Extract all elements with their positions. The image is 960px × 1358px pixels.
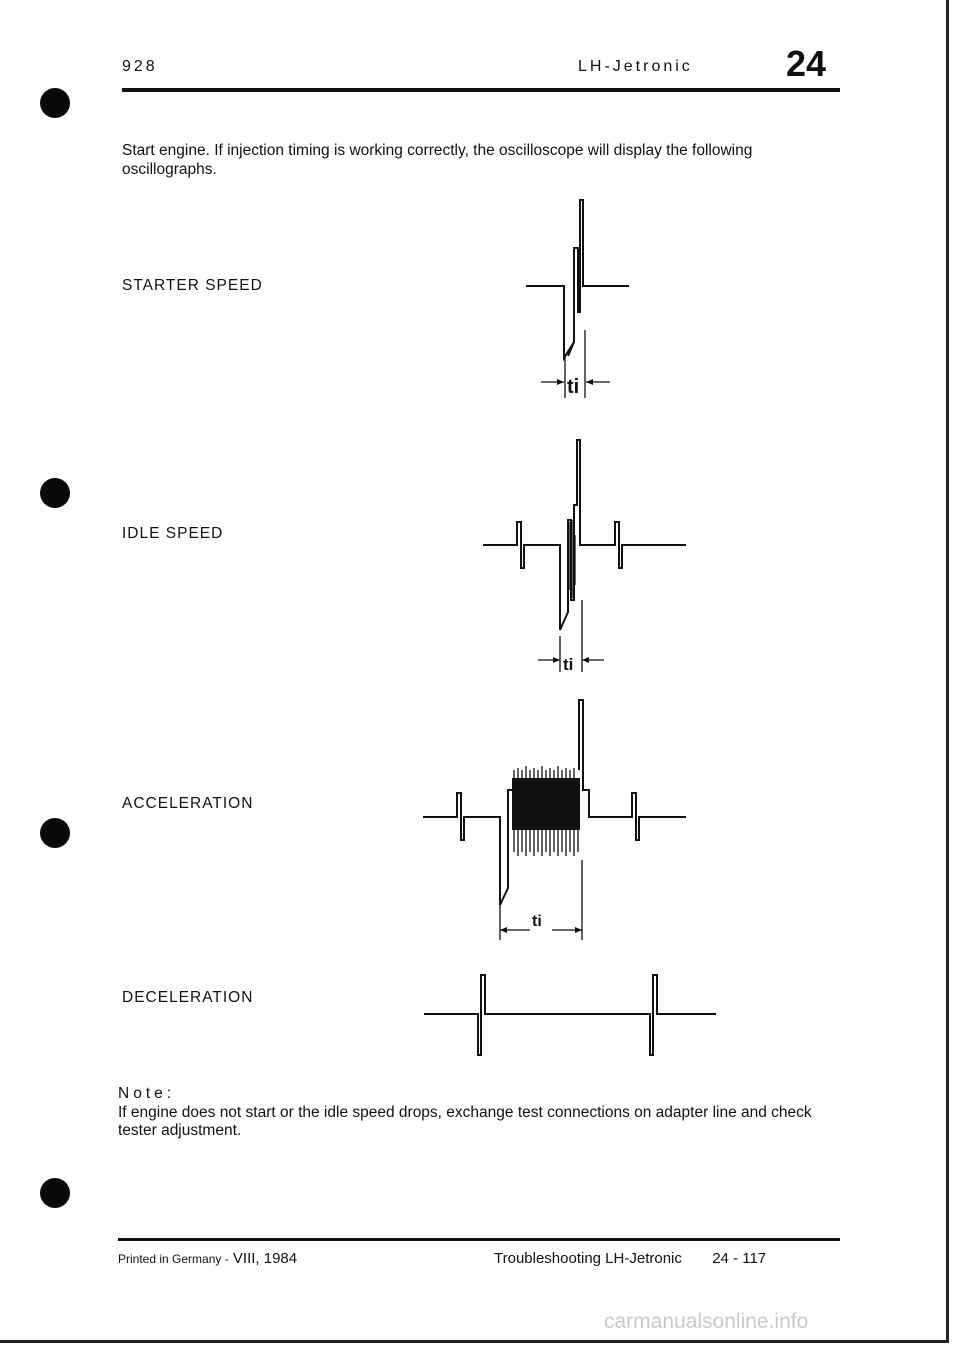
trace-deceleration (424, 975, 716, 1055)
note-heading: Note: (118, 1085, 176, 1102)
label-acceleration: ACCELERATION (122, 795, 254, 812)
footer-section (494, 1250, 766, 1267)
ti-marker-idle: ti (563, 655, 574, 674)
label-starter-speed: STARTER SPEED (122, 277, 263, 294)
footer-printed-date: VIII, 1984 (232, 1250, 298, 1267)
label-idle-speed: IDLE SPEED (122, 525, 224, 542)
trace-starter-speed (526, 200, 629, 398)
footer-page-number: 24 - 117 (712, 1250, 767, 1267)
trace-acceleration (423, 700, 686, 940)
section-number: 24 (786, 43, 827, 84)
scan-frame-right (946, 0, 949, 1342)
trace-idle-speed (483, 440, 686, 674)
ti-marker-acceleration: ti (532, 913, 542, 930)
scan-frame-bottom (0, 1340, 949, 1343)
page-model: 928 (122, 58, 158, 75)
section-title: LH-Jetronic (578, 58, 693, 75)
acceleration-burst (512, 778, 580, 830)
footer-printed (118, 1250, 297, 1267)
footer-printed-prefix: Printed in Germany - (118, 1252, 229, 1266)
watermark: carmanualsonline.info (604, 1310, 809, 1333)
label-deceleration: DECELERATION (122, 989, 254, 1006)
note-text: If engine does not start or the idle speed drops, exchange test connections on adapter line and check tester adjustment. (118, 1104, 812, 1139)
intro-text: Start engine. If injection timing is working correctly, the oscilloscope will display the following oscillographs. (122, 142, 753, 178)
footer-section-title: Troubleshooting LH-Jetronic (494, 1250, 682, 1267)
footer-rule (118, 1238, 840, 1241)
ti-marker-starter: ti (567, 376, 580, 398)
